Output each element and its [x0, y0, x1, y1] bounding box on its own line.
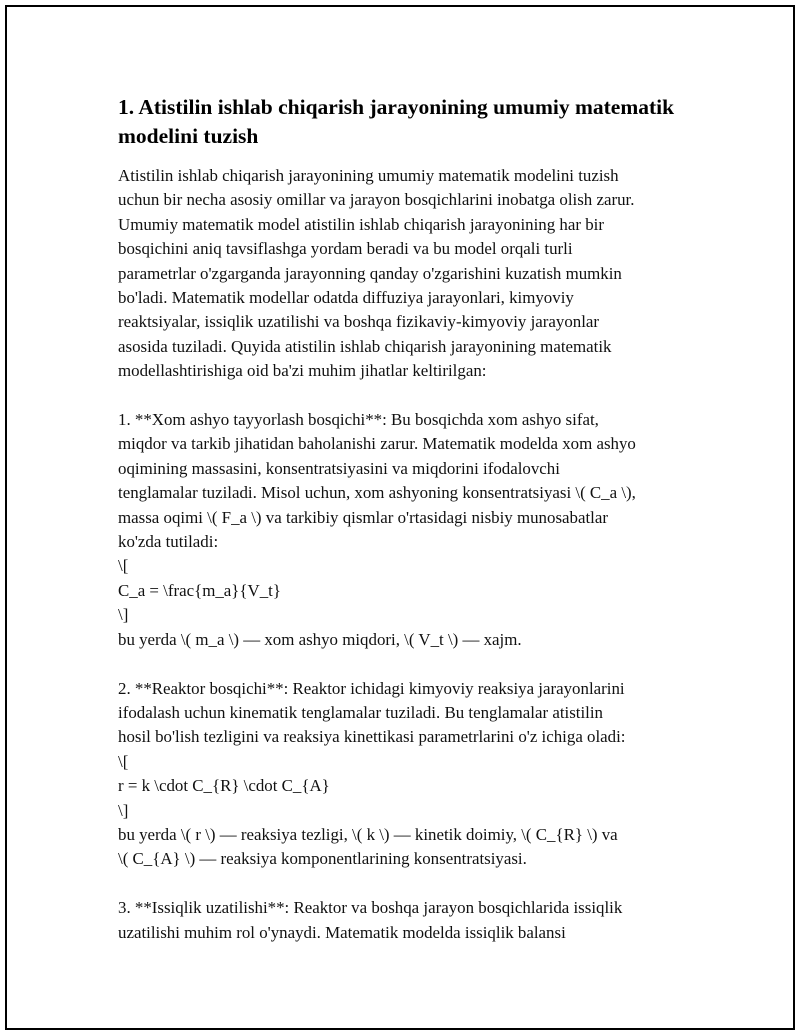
- intro-paragraph: Atistilin ishlab chiqarish jarayonining umumiy matematik modelini tuzish uchun bir necha asosiy omillar va jarayon bosqichlarini inobatga olish zarur. Umumiy matematik model atistilin ishlab chiqarish jarayonining har bir bosqichini aniq tavsiflashga yordam beradi va bu model orqali turli parametrlar o'zgarganda jarayonning qanday o'zgarishini kuzatish mumkin bo'ladi. Matematik modellar odatda diffuziya jarayonlari, kimyoviy reaktsiyalar, issiqlik uzatilishi va boshqa fizikaviy-kimyoviy jarayonlar asosida tuziladi. Quyida atistilin ishlab chiqarish jarayonining matematik modellashtirishiga oid ba'zi muhim jihatlar keltirilgan:: [118, 166, 635, 381]
- paragraph-reactor-stage: 2. **Reaktor bosqichi**: Reaktor ichidagi kimyoviy reaksiya jarayonlarini ifodalash uchun kinematik tenglamalar tuziladi. Bu tenglamalar atistilin hosil bo'lish tezligini va reaksiya kinettikasi parametrlarini o'z ichiga oladi: \[ r = k \cdot C_{R} \cdot C_{A} \] bu yerda \( r \) — reaksiya tezligi, \( k \) — kinetik doimiy, \( C_{R} \) va \( C_{A} \) — reaksiya komponentlarining konsentratsiyasi.: [118, 678, 626, 869]
- document-body: [118, 93, 688, 945]
- section-heading: 1. Atistilin ishlab chiqarish jarayonining umumiy matematik modelini tuzish: [118, 95, 675, 148]
- page-frame: [5, 5, 795, 1030]
- paragraph-heat-transfer: 3. **Issiqlik uzatilishi**: Reaktor va boshqa jarayon bosqichlarida issiqlik uzatilishi muhim rol o'ynaydi. Matematik modelda issiqlik balansi: [118, 898, 623, 942]
- paragraph-raw-material-stage: 1. **Xom ashyo tayyorlash bosqichi**: Bu bosqichda xom ashyo sifat, miqdor va tarkib jihatidan baholanishi zarur. Matematik modelda xom ashyo oqimining massasini, konsentratsiyasini va miqdorini ifodalovchi tenglamalar tuziladi. Misol uchun, xom ashyoning konsentratsiyasi \( C_a \), massa oqimi \( F_a \) va tarkibiy qismlar o'rtasidagi nisbiy munosabatlar ko'zda tutiladi: \[ C_a = \frac{m_a}{V_t} \] bu yerda \( m_a \) — xom ashyo miqdori, \( V_t \) — xajm.: [118, 410, 636, 649]
